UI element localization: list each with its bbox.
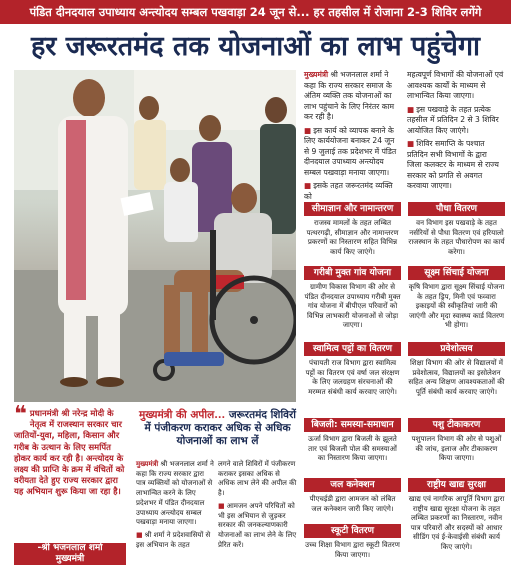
section-heading: स्वामित्व पट्टों का वितरण — [304, 342, 401, 356]
col1-text-1: श्री भजनलाल शर्मा ने कहा कि राज्य सरकार समाज के अंतिम व्यक्ति तक योजनाओं का लाभ पहुंचाने के लिए निरंतर काम कर रही है। — [304, 70, 395, 121]
section-text: पंचायती राज विभाग द्वारा स्वामित्व पट्टों का वितरण एवं वर्षा जल संरक्षण के लिए जलग्रहण संरचनाओं की मरम्मत संबंधी कार्य करवाए जाएंगे। — [305, 358, 400, 396]
appeal-para-2 — [136, 531, 214, 550]
section-text: कृषि विभाग द्वारा सूक्ष्म सिंचाई योजना के तहत ड्रिप, मिनी एवं फव्वारा इकाइयों की स्वीकृतियां जारी की जाएंगी और मृदा स्वास्थ्य कार्ड वितरण भी होगा। — [408, 282, 505, 330]
col1-para-3 — [304, 181, 401, 202]
top-banner: पंडित दीनदयाल उपाध्याय अन्त्योदय सम्बल पखवाड़ा 24 जून से... हर तहसील में रोजाना 2-3 शिविर लगेंगे — [0, 0, 511, 24]
appeal-para-4 — [218, 502, 298, 551]
col2-text-3: शिविर समाप्ति के पश्चात प्रतिदिन सभी विभागों के द्वारा जिला कलक्टर के माध्यम से राज्य सरकार को प्रगति से अवगत करवाया जाएगा। — [407, 139, 499, 190]
appeal-text-4: आमजन अपने परिचितों को भी इस अभियान से जुड़कर सरकार की जनकल्याणकारी योजनाओं का लाभ लेने के लिए प्रेरित करें। — [218, 501, 297, 549]
signature-title: मुख्यमंत्री — [55, 554, 85, 564]
appeal-text-2: श्री शर्मा ने प्रदेशवासियों से इस अभियान के तहत — [136, 530, 211, 549]
section-heading: गरीबी मुक्त गांव योजना — [304, 266, 401, 280]
photo-illustration — [14, 70, 296, 402]
bullet-icon: ■ — [407, 104, 415, 114]
quote-icon: ❝ — [14, 402, 27, 427]
headline: हर जरूरतमंद तक योजनाओं का लाभ पहुंचेगा — [30, 31, 481, 62]
article-column-2 — [407, 70, 504, 190]
col1-para-1 — [304, 70, 401, 123]
col1-text-2: इस कार्य को व्यापक बनाने के लिए कार्ययोजना बनाकर 24 जून से 9 जुलाई तक प्रदेशभर में पंडित दीनदयाल उपाध्याय अन्त्योदय सम्बल पखवाड़ा मनाया जाएगा। — [304, 125, 397, 177]
col2-para-3 — [407, 139, 504, 192]
appeal-para-1 — [136, 460, 214, 528]
bullet-icon: ■ — [304, 181, 312, 190]
section-heading: बिजली: समस्या-समाधान — [304, 418, 401, 432]
appeal-column-2 — [218, 460, 298, 570]
section-text: वन विभाग इस पखवाड़े के तहत नर्सरियों से पौधा वितरण एवं हरियालो राजस्थान के तहत पौधारोपण का कार्य करेगा। — [408, 218, 505, 256]
news-photo — [14, 70, 296, 402]
section-text: शिक्षा विभाग की ओर से विद्यालयों में प्रवेशोत्सव, विद्यालयों का इसोलेशन सहित अन्य शिक्षण आवश्यकताओं की पूर्ति संबंधी कार्य करवाए जाएंगे। — [408, 358, 505, 396]
col2-para-2 — [407, 105, 504, 137]
appeal-column-1 — [136, 460, 214, 570]
section-text: पीएचईडी द्वारा आमजन को लंबित जल कनेक्शन जारी किए जाएंगे। — [309, 494, 396, 513]
section-heading: राष्ट्रीय खाद्य सुरक्षा — [408, 478, 505, 492]
section-text: उच्च शिक्षा विभाग द्वारा स्कूटी वितरण किया जाएगा। — [305, 540, 400, 559]
appeal-text-1: श्री भजनलाल शर्मा ने कहा कि राज्य सरकार द्वारा पात्र व्यक्तियों को योजनाओं से लाभान्वित करने के लिए प्रदेशभर में पंडित दीनदयाल उपाध्याय अन्त्योदय सम्बल पखवाड़ा मनाया जाएगा। — [136, 460, 214, 527]
quote-signature — [14, 543, 126, 565]
appeal-para-3: लगने वाले शिविरों में पंजीकरण कराकर इसका अधिक से अधिक लाभ लेने की अपील की है। — [218, 460, 297, 498]
col1-para-2 — [304, 126, 401, 179]
section-heading: सूक्ष्म सिंचाई योजना — [408, 266, 505, 280]
section-heading: प्रवेशोत्सव — [408, 342, 505, 356]
bullet-icon: ■ — [218, 501, 225, 510]
bullet-icon: ■ — [136, 530, 143, 539]
section-heading: पौधा वितरण — [408, 202, 505, 216]
appeal-lead: मुख्यमंत्री — [136, 460, 159, 468]
section-text: राजस्व मामलों के तहत लम्बित पत्थरगढ़ी, सीमाज्ञान और नामान्तरण प्रकरणों का निस्तारण सहित विभिन्न कार्य किए जाएंगे। — [306, 218, 399, 256]
bullet-icon: ■ — [304, 125, 312, 135]
appeal-head-red: मुख्यमंत्री की अपील... — [138, 409, 226, 421]
section-heading: सीमाज्ञान और नामान्तरण — [304, 202, 401, 216]
quote-text: प्रधानमंत्री श्री नरेन्द्र मोदी के नेतृत्व में राजस्थान सरकार चार जातियों-युवा, महिला, किसान और गरीब के उत्थान के लिए समर्पित होकर कार्य कर रही है। अन्त्योदय के लक्ष्य की प्राप्ति के क्रम में वंचितों को वरीयता देते हुए राज्य सरकार द्वारा यह अभियान शुरू किया जा रहा है। — [14, 408, 125, 497]
section-heading: स्कूटी वितरण — [304, 524, 401, 538]
article-column-1 — [304, 70, 401, 201]
section-text: खाद्य एवं नागरिक आपूर्ति विभाग द्वारा राष्ट्रीय खाद्य सुरक्षा योजना के तहत लम्बित प्रकरणों का निस्तारण, नवीन पात्र परिवारों और सदस्यों को आधार सीडिंग एवं ई-केवाईसी संबंधी कार्य किए जाएंगे। — [408, 494, 505, 551]
appeal-head-blue: जरूरतमंद शिविरों में पंजीकरण कराकर अधिक से अधिक योजनाओं का लाभ लें — [144, 409, 297, 447]
appeal-headline — [136, 409, 299, 457]
col1-lead: मुख्यमंत्री — [304, 70, 329, 79]
section-heading: जल कनेक्शन — [304, 478, 401, 492]
section-text: ऊर्जा विभाग द्वारा बिजली के झूलते तार एवं बिजली पोल की समस्याओं का निस्तारण किया जाएगा। — [308, 434, 397, 463]
col2-text-2: इस पखवाड़े के तहत प्रत्येक तहसील में प्रतिदिन 2 से 3 शिविर आयोजित किए जाएंगे। — [407, 104, 499, 135]
section-heading: पशु टीकाकरण — [408, 418, 505, 432]
section-text: पशुपालन विभाग की ओर से पशुओं की जांच, इलाज और टीकाकरण किया जाएगा। — [411, 434, 502, 463]
bullet-icon: ■ — [407, 139, 415, 148]
section-text: ग्रामीण विकास विभाग की ओर से पंडित दीनदयाल उपाध्याय गरीबी मुक्त गांव योजना में बीपीएल परिवारों को विभिन्न लाभकारी योजनाओं से जोड़ा जाएगा। — [304, 282, 401, 330]
signature-name: -श्री भजनलाल शर्मा — [37, 543, 103, 553]
col2-para-1: महत्वपूर्ण विभागों की योजनाओं एवं आवश्यक कार्यों के माध्यम से लाभान्वित किया जाएगा। — [407, 70, 504, 100]
col1-text-3: इसके तहत जरूरतमंद व्यक्ति को — [304, 181, 393, 201]
